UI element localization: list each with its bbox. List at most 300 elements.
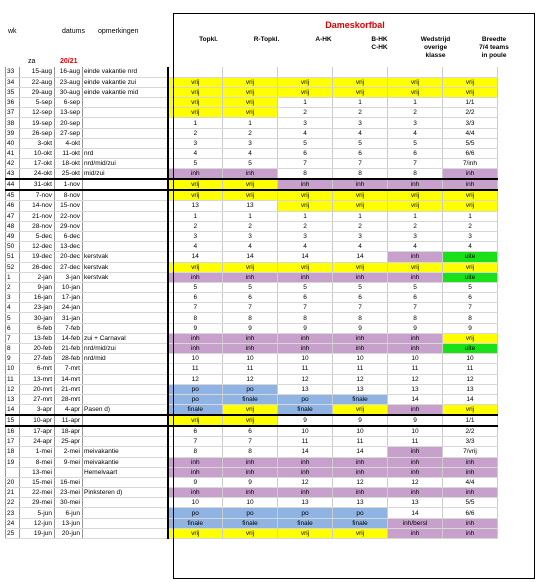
sunday-date-cell: 20-sep: [55, 118, 83, 128]
saturday-date-cell: 12-jun: [20, 518, 55, 528]
remark-cell: [83, 374, 168, 384]
sunday-date-cell: 8-nov: [55, 190, 83, 201]
sunday-date-cell: 18-okt: [55, 159, 83, 169]
schedule-cell: inh: [223, 457, 278, 467]
schedule-cell: 10: [278, 354, 333, 364]
schedule-cell: 13: [443, 384, 498, 394]
schedule-cell: vrij: [168, 179, 223, 190]
schedule-cell: 11: [333, 437, 388, 447]
schedule-cell: 9: [333, 415, 388, 426]
schedule-cell: 1: [388, 211, 443, 221]
saturday-date-cell: 23-jan: [20, 303, 55, 313]
schedule-cell: 8: [443, 313, 498, 323]
schedule-cell: vrij: [333, 201, 388, 211]
schedule-cell: 13: [388, 498, 443, 508]
schedule-cell: inh: [443, 169, 498, 180]
schedule-cell: po: [278, 394, 333, 404]
schedule-cell: 2: [388, 221, 443, 231]
schedule-cell: inh: [388, 344, 443, 354]
table-row: [6, 282, 498, 292]
schedule-cell: 10: [333, 354, 388, 364]
schedule-cell: inh: [278, 344, 333, 354]
week-cell: 14: [6, 405, 20, 416]
saturday-date-cell: 3-okt: [20, 138, 55, 148]
schedule-cell: 8: [223, 313, 278, 323]
schedule-cell: inh: [333, 457, 388, 467]
week-cell: 8: [6, 344, 20, 354]
schedule-cell: inh: [388, 252, 443, 262]
schedule-cell: 6: [168, 293, 223, 303]
schedule-cell: inh: [388, 272, 443, 282]
schedule-cell: 4: [333, 128, 388, 138]
schedule-cell: uite: [443, 252, 498, 262]
schedule-cell: 4: [278, 128, 333, 138]
remark-cell: kerstvak: [83, 252, 168, 262]
sunday-date-cell: 30-aug: [55, 87, 83, 97]
remark-cell: [83, 231, 168, 241]
schedule-cell: vrij: [388, 201, 443, 211]
schedule-cell: 11: [333, 364, 388, 374]
schedule-cell: 9: [278, 323, 333, 333]
table-row: [6, 344, 498, 354]
remark-cell: [83, 426, 168, 437]
table-row: [6, 179, 498, 190]
schedule-cell: vrij: [443, 87, 498, 97]
saturday-date-cell: 15-aug: [20, 67, 55, 77]
remark-cell: [83, 518, 168, 528]
schedule-cell: 9: [443, 323, 498, 333]
schedule-cell: inh: [168, 467, 223, 477]
remark-cell: [83, 282, 168, 292]
remark-cell: Hemelvaart: [83, 467, 168, 477]
table-row: [6, 118, 498, 128]
schedule-cell: 1: [333, 211, 388, 221]
schedule-cell: vrij: [333, 190, 388, 201]
table-row: [6, 201, 498, 211]
schedule-cell: 7: [388, 303, 443, 313]
schedule-cell: inh: [443, 179, 498, 190]
schedule-cell: inh: [168, 272, 223, 282]
table-row: [6, 498, 498, 508]
schedule-cell: finale: [223, 394, 278, 404]
schedule-cell: inh: [388, 333, 443, 343]
schedule-cell: 7: [168, 437, 223, 447]
za-label: za: [28, 58, 36, 65]
week-cell: 23: [6, 508, 20, 518]
schedule-cell: 12: [388, 374, 443, 384]
schedule-cell: inh: [168, 488, 223, 498]
schedule-cell: 4: [333, 242, 388, 252]
table-row: [6, 313, 498, 323]
saturday-date-cell: 1-mei: [20, 447, 55, 457]
remark-cell: kerstvak: [83, 262, 168, 272]
week-cell: 5: [6, 313, 20, 323]
table-row: [6, 159, 498, 169]
schedule-cell: 6: [443, 293, 498, 303]
schedule-cell: 1: [278, 98, 333, 108]
table-row: [6, 488, 498, 498]
week-cell: 50: [6, 242, 20, 252]
schedule-cell: 9: [168, 323, 223, 333]
table-row: [6, 262, 498, 272]
sunday-date-cell: 23-aug: [55, 77, 83, 87]
saturday-date-cell: 27-feb: [20, 354, 55, 364]
schedule-cell: inh: [388, 467, 443, 477]
col-header-b-hk: B-HK C-HK: [371, 36, 388, 51]
schedule-cell: 9: [223, 477, 278, 487]
schedule-cell: 2: [223, 221, 278, 231]
saturday-date-cell: 26-dec: [20, 262, 55, 272]
schedule-cell: vrij: [278, 528, 333, 538]
table-row: [6, 354, 498, 364]
schedule-cell: inh: [278, 272, 333, 282]
schedule-cell: 13: [168, 201, 223, 211]
remark-cell: Pasen d): [83, 405, 168, 416]
schedule-cell: 14: [333, 447, 388, 457]
saturday-date-cell: 10-okt: [20, 149, 55, 159]
schedule-cell: uite: [443, 344, 498, 354]
schedule-cell: vrij: [443, 262, 498, 272]
week-cell: 16: [6, 426, 20, 437]
schedule-cell: 6/6: [443, 508, 498, 518]
saturday-date-cell: 30-jan: [20, 313, 55, 323]
sunday-date-cell: 21-mrt: [55, 384, 83, 394]
sunday-date-cell: 18-apr: [55, 426, 83, 437]
schedule-cell: 8: [278, 313, 333, 323]
week-cell: 21: [6, 488, 20, 498]
schedule-cell: 8: [388, 313, 443, 323]
schedule-cell: 12: [168, 374, 223, 384]
schedule-cell: 6: [278, 149, 333, 159]
table-row: [6, 447, 498, 457]
schedule-cell: 3: [168, 231, 223, 241]
schedule-cell: 4/4: [443, 128, 498, 138]
schedule-cell: [388, 67, 443, 77]
table-row: [6, 415, 498, 426]
schedule-cell: inh: [443, 488, 498, 498]
schedule-cell: [333, 67, 388, 77]
schedule-cell: 5/5: [443, 498, 498, 508]
sunday-date-cell: 11-okt: [55, 149, 83, 159]
schedule-cell: [278, 67, 333, 77]
saturday-date-cell: 14-nov: [20, 201, 55, 211]
week-cell: 17: [6, 437, 20, 447]
saturday-date-cell: 12-sep: [20, 108, 55, 118]
sunday-date-cell: 10-jan: [55, 282, 83, 292]
schedule-cell: vrij: [223, 528, 278, 538]
schedule-cell: vrij: [388, 262, 443, 272]
week-cell: 44: [6, 179, 20, 190]
schedule-cell: finale: [333, 394, 388, 404]
schedule-cell: 2: [278, 108, 333, 118]
schedule-cell: vrij: [223, 87, 278, 97]
table-row: [6, 252, 498, 262]
schedule-cell: 9: [333, 323, 388, 333]
schedule-cell: 14: [388, 508, 443, 518]
remark-cell: [83, 364, 168, 374]
sunday-date-cell: 4-okt: [55, 138, 83, 148]
schedule-cell: 13: [223, 201, 278, 211]
schedule-cell: inh: [278, 467, 333, 477]
schedule-cell: 7: [223, 437, 278, 447]
schedule-cell: vrij: [278, 262, 333, 272]
week-cell: 2: [6, 282, 20, 292]
schedule-cell: inh: [388, 457, 443, 467]
sunday-date-cell: 24-jan: [55, 303, 83, 313]
week-cell: 3: [6, 293, 20, 303]
schedule-cell: 1: [168, 211, 223, 221]
remark-cell: [83, 179, 168, 190]
sunday-date-cell: 28-feb: [55, 354, 83, 364]
saturday-date-cell: 9-jan: [20, 282, 55, 292]
schedule-cell: inh: [388, 405, 443, 416]
schedule-cell: inh: [223, 169, 278, 180]
remark-cell: [83, 128, 168, 138]
schedule-cell: inh: [333, 272, 388, 282]
schedule-cell: 14: [278, 447, 333, 457]
schedule-cell: 5: [278, 138, 333, 148]
schedule-cell: vrij: [168, 190, 223, 201]
schedule-cell: 2: [168, 128, 223, 138]
schedule-cell: vrij: [223, 190, 278, 201]
remark-cell: nrd/mid/zui: [83, 344, 168, 354]
schedule-cell: inh: [333, 467, 388, 477]
table-row: [6, 169, 498, 180]
schedule-cell: 1: [278, 211, 333, 221]
week-cell: 51: [6, 252, 20, 262]
schedule-cell: 4/4: [443, 477, 498, 487]
schedule-cell: 10: [388, 354, 443, 364]
remark-cell: kerstvak: [83, 272, 168, 282]
schedule-cell: 8: [223, 447, 278, 457]
col-header-a-hk: A-HK: [315, 36, 332, 43]
schedule-cell: 10: [168, 498, 223, 508]
week-cell: 1: [6, 272, 20, 282]
week-cell: 39: [6, 128, 20, 138]
schedule-cell: 5: [278, 282, 333, 292]
schedule-cell: 13: [388, 384, 443, 394]
schedule-cell: 11: [278, 364, 333, 374]
sunday-date-cell: 6-jun: [55, 508, 83, 518]
week-cell: 9: [6, 354, 20, 364]
schedule-cell: 4: [388, 242, 443, 252]
datums-header: datums: [62, 28, 85, 35]
schedule-cell: vrij: [388, 77, 443, 87]
week-cell: 10: [6, 364, 20, 374]
schedule-cell: 6: [333, 149, 388, 159]
schedule-cell: 1: [443, 211, 498, 221]
schedule-cell: vrij: [388, 87, 443, 97]
schedule-cell: 2: [223, 128, 278, 138]
schedule-cell: vrij: [333, 528, 388, 538]
schedule-cell: 11: [278, 437, 333, 447]
sunday-date-cell: 13-sep: [55, 108, 83, 118]
wk-header: wk: [8, 28, 17, 35]
schedule-cell: 14: [388, 394, 443, 404]
sunday-date-cell: 14-mrt: [55, 374, 83, 384]
schedule-cell: 12: [443, 374, 498, 384]
sunday-date-cell: 31-jan: [55, 313, 83, 323]
remark-cell: einde vakantie mid: [83, 87, 168, 97]
schedule-cell: vrij: [333, 262, 388, 272]
schedule-cell: 14: [443, 394, 498, 404]
schedule-cell: finale: [333, 518, 388, 528]
schedule-cell: 2: [168, 221, 223, 231]
table-row: [6, 333, 498, 343]
schedule-cell: 1: [168, 118, 223, 128]
schedule-cell: po: [168, 384, 223, 394]
remark-cell: [83, 190, 168, 201]
schedule-cell: vrij: [278, 201, 333, 211]
remark-cell: einde vakantie zui: [83, 77, 168, 87]
schedule-cell: [168, 67, 223, 77]
schedule-cell: 12: [278, 374, 333, 384]
sunday-date-cell: 13-dec: [55, 242, 83, 252]
saturday-date-cell: 5-sep: [20, 98, 55, 108]
schedule-cell: finale: [278, 405, 333, 416]
schedule-cell: po: [223, 508, 278, 518]
saturday-date-cell: 19-dec: [20, 252, 55, 262]
week-cell: 48: [6, 221, 20, 231]
schedule-cell: 3/3: [443, 437, 498, 447]
schedule-cell: vrij: [168, 108, 223, 118]
sunday-date-cell: 14-feb: [55, 333, 83, 343]
week-cell: 34: [6, 77, 20, 87]
schedule-cell: 11: [388, 364, 443, 374]
saturday-date-cell: 17-okt: [20, 159, 55, 169]
table-row: [6, 272, 498, 282]
remark-cell: [83, 323, 168, 333]
sunday-date-cell: 27-dec: [55, 262, 83, 272]
schedule-cell: inh: [168, 344, 223, 354]
remark-cell: [83, 528, 168, 538]
saturday-date-cell: 21-nov: [20, 211, 55, 221]
remark-cell: meivakantie: [83, 457, 168, 467]
remark-cell: [83, 415, 168, 426]
schedule-cell: inh: [333, 179, 388, 190]
table-row: [6, 293, 498, 303]
schedule-cell: 7/inh: [443, 159, 498, 169]
week-cell: 40: [6, 138, 20, 148]
saturday-date-cell: 26-sep: [20, 128, 55, 138]
sunday-date-cell: 28-mrt: [55, 394, 83, 404]
table-row: [6, 128, 498, 138]
schedule-cell: 8: [278, 169, 333, 180]
schedule-cell: inh: [223, 333, 278, 343]
schedule-cell: vrij: [443, 333, 498, 343]
schedule-cell: 8: [168, 447, 223, 457]
schedule-cell: 2: [278, 221, 333, 231]
schedule-cell: 3: [388, 231, 443, 241]
schedule-cell: vrij: [223, 262, 278, 272]
sunday-date-cell: [55, 467, 83, 477]
schedule-cell: 7/vrij: [443, 447, 498, 457]
saturday-date-cell: 13-mei: [20, 467, 55, 477]
schedule-cell: 1: [333, 98, 388, 108]
schedule-cell: 1/1: [443, 98, 498, 108]
schedule-cell: vrij: [168, 528, 223, 538]
sunday-date-cell: 3-jan: [55, 272, 83, 282]
schedule-cell: 6: [223, 293, 278, 303]
saturday-date-cell: 29-mei: [20, 498, 55, 508]
remark-cell: [83, 313, 168, 323]
schedule-cell: 7: [333, 303, 388, 313]
schedule-cell: 10: [388, 426, 443, 437]
saturday-date-cell: 5-jun: [20, 508, 55, 518]
remark-cell: [83, 384, 168, 394]
schedule-cell: 13: [333, 498, 388, 508]
saturday-date-cell: 13-feb: [20, 333, 55, 343]
schedule-cell: vrij: [223, 77, 278, 87]
schedule-cell: 8: [333, 169, 388, 180]
schedule-cell: inh: [168, 457, 223, 467]
schedule-cell: inh: [388, 447, 443, 457]
week-cell: 36: [6, 98, 20, 108]
remark-cell: [83, 221, 168, 231]
saturday-date-cell: 24-apr: [20, 437, 55, 447]
sunday-date-cell: 30-mei: [55, 498, 83, 508]
week-cell: [6, 467, 20, 477]
week-cell: 45: [6, 190, 20, 201]
schedule-cell: 14: [333, 252, 388, 262]
schedule-cell: inh: [443, 518, 498, 528]
schedule-cell: 10: [278, 426, 333, 437]
remark-cell: [83, 394, 168, 404]
schedule-cell: 5: [388, 138, 443, 148]
schedule-cell: vrij: [168, 415, 223, 426]
schedule-cell: 3: [223, 138, 278, 148]
sunday-date-cell: 7-feb: [55, 323, 83, 333]
table-row: [6, 467, 498, 477]
saturday-date-cell: 7-nov: [20, 190, 55, 201]
schedule-cell: 12: [333, 374, 388, 384]
schedule-cell: 3: [333, 118, 388, 128]
schedule-cell: 3: [278, 231, 333, 241]
week-cell: 49: [6, 231, 20, 241]
schedule-cell: 1: [388, 98, 443, 108]
opmerkingen-header: opmerkingen: [98, 28, 139, 35]
sunday-date-cell: 23-mei: [55, 488, 83, 498]
table-row: [6, 108, 498, 118]
table-row: [6, 457, 498, 467]
schedule-cell: 7: [278, 303, 333, 313]
remark-cell: zui + Carnaval: [83, 333, 168, 343]
sunday-date-cell: 7-mrt: [55, 364, 83, 374]
week-cell: 4: [6, 303, 20, 313]
schedule-cell: 14: [223, 252, 278, 262]
schedule-cell: inh: [388, 179, 443, 190]
saturday-date-cell: 20-mrt: [20, 384, 55, 394]
schedule-cell: 7: [333, 159, 388, 169]
schedule-cell: 12: [333, 477, 388, 487]
table-row: [6, 242, 498, 252]
saturday-date-cell: 29-aug: [20, 87, 55, 97]
remark-cell: nrd: [83, 149, 168, 159]
schedule-cell: vrij: [168, 262, 223, 272]
remark-cell: nrd/mid: [83, 354, 168, 364]
schedule-cell: 6/6: [443, 149, 498, 159]
week-cell: 11: [6, 374, 20, 384]
schedule-cell: vrij: [388, 190, 443, 201]
schedule-cell: inh: [443, 528, 498, 538]
table-row: [6, 508, 498, 518]
sunday-date-cell: 20-jun: [55, 528, 83, 538]
schedule-cell: 3/3: [443, 118, 498, 128]
schedule-cell: 7: [168, 303, 223, 313]
week-cell: 41: [6, 149, 20, 159]
schedule-cell: 6: [388, 293, 443, 303]
schedule-cell: inh: [388, 528, 443, 538]
